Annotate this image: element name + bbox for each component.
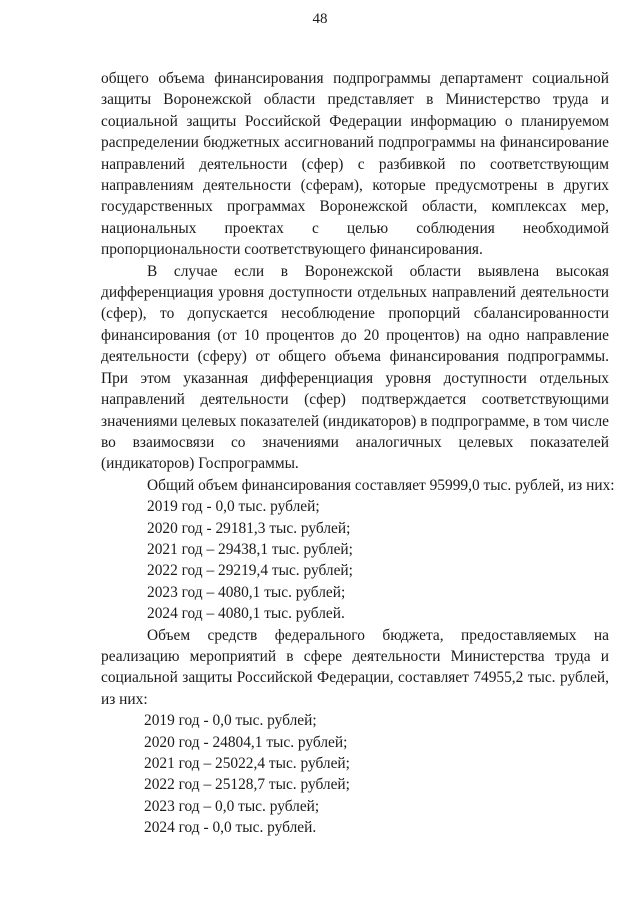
list-item-total-2022: 2022 год – 29219,4 тыс. рублей; [147,562,353,580]
paragraph-total-financing: Общий объем финансирования составляет 95999,0 тыс. рублей, из них: [147,476,615,494]
list-item-federal-2019: 2019 год - 0,0 тыс. рублей; [144,712,317,730]
list-item-total-2019: 2019 год - 0,0 тыс. рублей; [147,498,320,516]
list-item-total-2020: 2020 год - 29181,3 тыс. рублей; [147,519,351,537]
list-item-federal-2021: 2021 год – 25022,4 тыс. рублей; [144,755,350,772]
list-item-total-2023: 2023 год – 4080,1 тыс. рублей; [147,583,346,601]
paragraph-differentiation: В случае если в Воронежской области выявлена высокая дифференциация уровня доступности отдельных направлений деятельности (сфер), то допускается несоблюдение пропорций сбалансированности финансирования (от 10 процентов до 20 процентов) на одно направление деятельности (сферу) от общего объема финансирования подпрограммы. При этом указанная дифференциация уровня доступности отдельных направлений деятельности (сфер) подтверждается соответствующими значениями целевых показателей (индикаторов) в подпрограмме, в том числе во взаимосвязи со значениями аналогичных целевых показателей (индикаторов) Госпрограммы. [101,262,609,473]
list-item-total-2024: 2024 год – 4080,1 тыс. рублей. [147,605,345,623]
body-text [101,68,615,839]
list-item-federal-2024: 2024 год - 0,0 тыс. рублей. [144,819,317,837]
page-number: 48 [312,11,328,27]
list-item-federal-2022: 2022 год – 25128,7 тыс. рублей; [144,776,350,794]
paragraph-federal-budget: Объем средств федерального бюджета, предоставляемых на реализацию мероприятий в сфере деятельности Министерства труда и социальной защиты Российской Федерации, составляет 74955,2 тыс. рублей, из них: [101,626,609,708]
list-item-total-2021: 2021 год – 29438,1 тыс. рублей; [147,540,353,558]
list-item-federal-2023: 2023 год – 0,0 тыс. рублей; [144,797,320,815]
paragraph-financing-info: общего объема финансирования подпрограммы департамент социальной защиты Воронежской области представляет в Министерство труда и социальной защиты Российской Федерации информацию о планируемом распределении бюджетных ассигнований подпрограммы на финансирование направлений деятельности (сфер) с разбивкой по соответствующим направлениям деятельности (сферам), которые предусмотрены в других государственных программах Воронежской области, комплексах мер, национальных проектах с целью соблюдения необходимой пропорциональности соответствующего финансирования. [101,70,609,259]
list-item-federal-2020: 2020 год - 24804,1 тыс. рублей; [144,733,348,751]
